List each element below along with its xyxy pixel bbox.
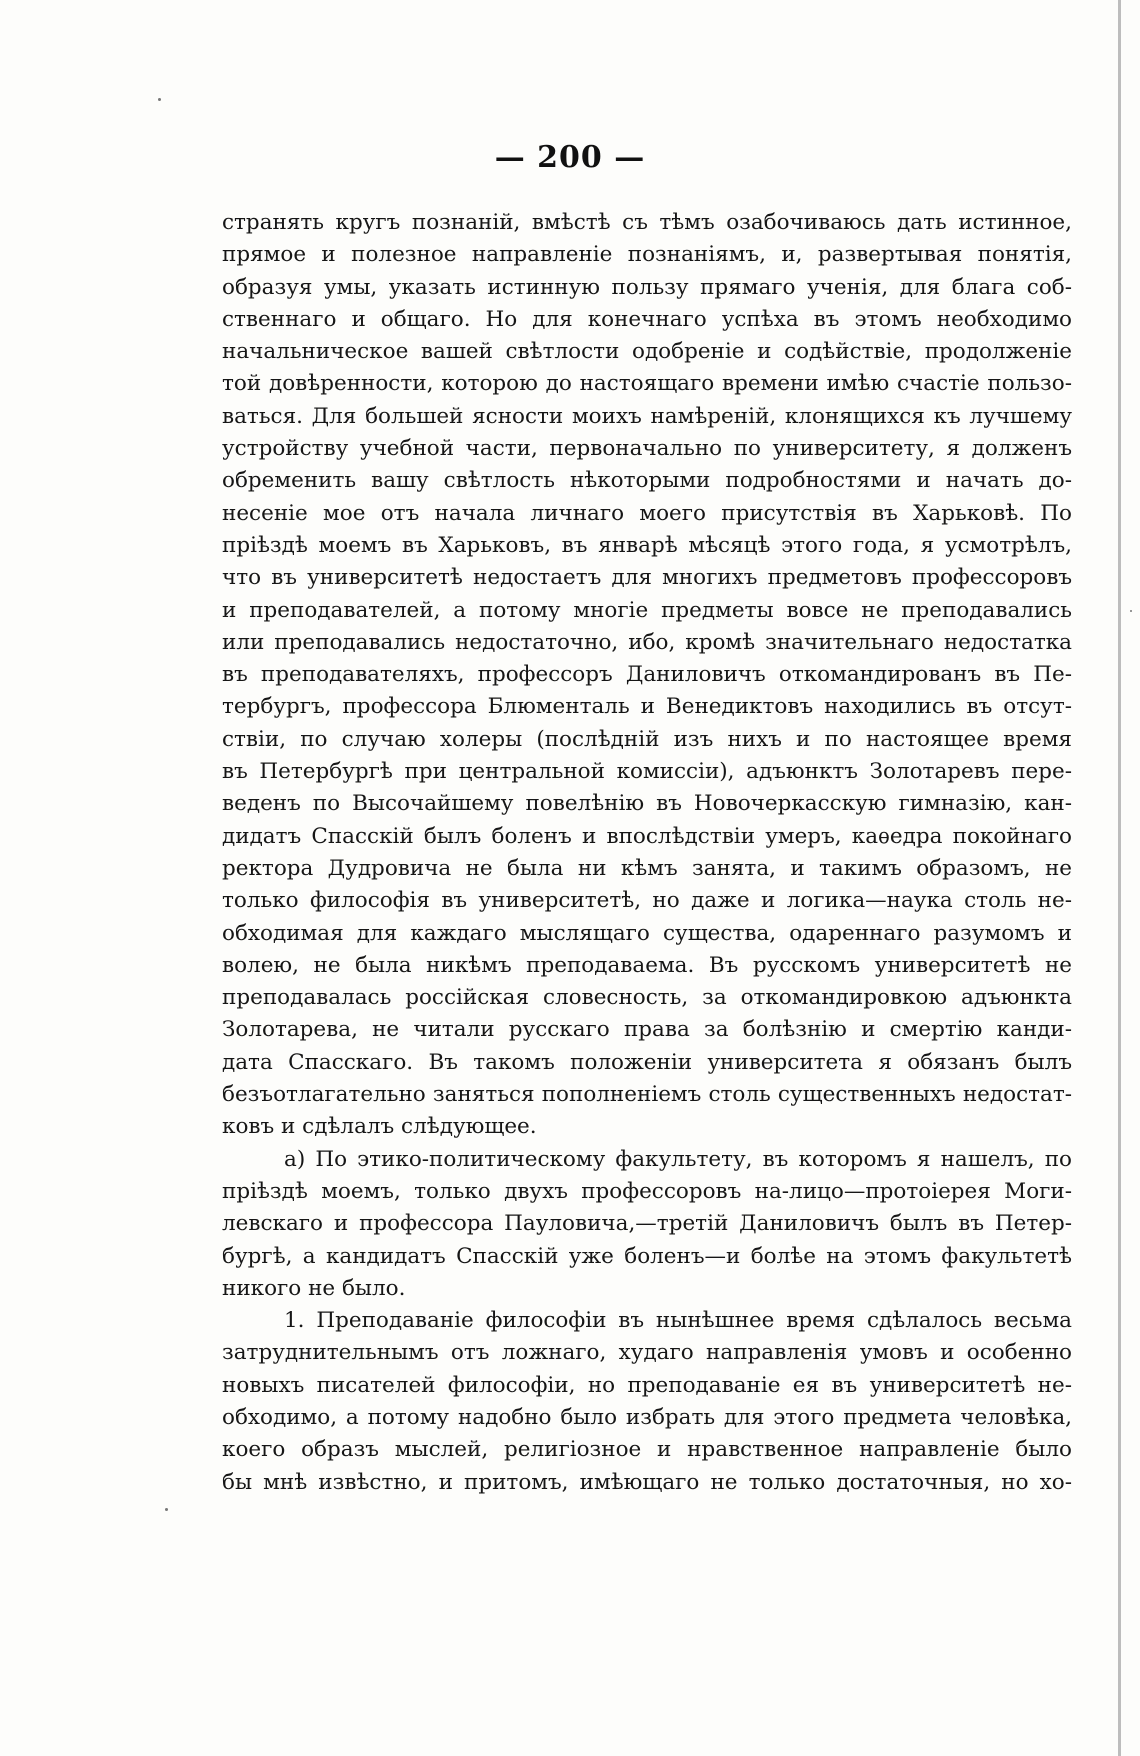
text-line: безъотлагательно заняться пополненіемъ столь существенныхъ недостат- xyxy=(222,1082,1072,1108)
scan-speck xyxy=(1130,610,1132,612)
text-line: въ Петербургѣ при центральной комиссіи), адъюнктъ Золотаревъ пере- xyxy=(222,759,1072,785)
text-line: ковъ и сдѣлалъ слѣдующее. xyxy=(222,1114,537,1140)
text-line: что въ университетѣ недостаетъ для многихъ предметовъ профессоровъ xyxy=(222,565,1072,591)
text-line: преподавалась россійская словесность, за откомандировкою адъюнкта xyxy=(222,985,1072,1011)
text-line: волею, не была никѣмъ преподаваема. Въ русскомъ университетѣ не xyxy=(222,952,1072,978)
text-line: ствіи, по случаю холеры (послѣдній изъ нихъ и по настоящее время xyxy=(222,726,1072,752)
text-line: дидатъ Спасскій былъ боленъ и впослѣдствіи умеръ, каѳедра покойнаго xyxy=(222,823,1072,849)
text-line: веденъ по Высочайшему повелѣнію въ Новочеркасскую гимназію, кан- xyxy=(222,791,1072,817)
text-line: дата Спасскаго. Въ такомъ положеніи университета я обязанъ былъ xyxy=(222,1049,1072,1075)
body-text xyxy=(222,207,1072,1499)
text-line: левскаго и профессора Пауловича,—третій Даниловичъ былъ въ Петер- xyxy=(222,1211,1072,1237)
text-line: коего образъ мыслей, религіозное и нравственное направленіе было xyxy=(222,1437,1072,1463)
text-line: тербургъ, профессора Блюменталь и Венедиктовъ находились въ отсут- xyxy=(222,694,1072,720)
text-line: пріѣздѣ моемъ, только двухъ профессоровъ на-лицо—протоіерея Моги- xyxy=(222,1178,1072,1204)
text-line: ственнаго и общаго. Но для конечнаго успѣха въ этомъ необходимо xyxy=(222,306,1072,332)
scan-speck xyxy=(165,1508,168,1511)
text-line: новыхъ писателей философіи, но преподаваніе ея въ университетѣ не- xyxy=(222,1372,1072,1398)
page-number: — 200 — xyxy=(494,140,646,175)
text-line: начальническое вашей свѣтлости одобреніе и содѣйствіе, продолженіе xyxy=(222,339,1072,365)
text-line: обходимая для каждаго мыслящаго существа, одареннаго разумомъ и xyxy=(222,920,1072,946)
text-line: ваться. Для большей ясности моихъ намѣреній, клонящихся къ лучшему xyxy=(222,403,1072,429)
text-line: ректора Дудровича не была ни кѣмъ занята, и такимъ образомъ, не xyxy=(222,855,1072,881)
text-line: въ преподавателяхъ, профессоръ Даниловичъ откомандированъ въ Пе- xyxy=(222,662,1072,688)
scan-edge-line xyxy=(1118,0,1121,1756)
text-line: Золотарева, не читали русскаго права за болѣзнію и смертію канди- xyxy=(222,1017,1072,1043)
text-line: только философія въ университетѣ, но даже и логика—наука столь не- xyxy=(222,888,1072,914)
text-line: 1. Преподаваніе философіи въ нынѣшнее время сдѣлалось весьма xyxy=(284,1308,1072,1334)
text-line: пріѣздѣ моемъ въ Харьковъ, въ январѣ мѣсяцѣ этого года, я усмотрѣлъ, xyxy=(222,532,1072,558)
scan-speck xyxy=(158,98,161,101)
text-line: или преподавались недостаточно, ибо, кромѣ значительнаго недостатка xyxy=(222,629,1072,655)
text-line: бургѣ, а кандидатъ Спасскій уже боленъ—и болѣе на этомъ факультетѣ xyxy=(222,1243,1072,1269)
text-line: обходимо, а потому надобно было избрать для этого предмета человѣка, xyxy=(222,1404,1072,1430)
text-line: и преподавателей, а потому многіе предметы вовсе не преподавались xyxy=(222,597,1072,623)
text-line: странять кругъ познаній, вмѣстѣ съ тѣмъ озабочиваюсь дать истинное, xyxy=(222,210,1072,235)
text-line: никого не было. xyxy=(222,1275,406,1301)
text-line: затруднительнымъ отъ ложнаго, худаго направленія умовъ и особенно xyxy=(222,1340,1072,1366)
text-line: обременить вашу свѣтлость нѣкоторыми подробностями и начать до- xyxy=(222,468,1072,494)
text-line: той довѣренности, которою до настоящаго времени имѣю счастіе пользо- xyxy=(222,371,1072,397)
text-line: бы мнѣ извѣстно, и притомъ, имѣющаго не только достаточныя, но хо- xyxy=(222,1469,1072,1495)
text-line: а) По этико-политическому факультету, въ которомъ я нашелъ, по xyxy=(284,1146,1072,1172)
text-line: прямое и полезное направленіе познаніямъ, и, развертывая понятія, xyxy=(222,242,1072,268)
text-line: образуя умы, указать истинную пользу прямаго ученія, для блага соб- xyxy=(222,274,1072,300)
text-line: несеніе мое отъ начала личнаго моего присутствія въ Харьковѣ. По xyxy=(222,500,1072,526)
text-line: устройству учебной части, первоначально по университету, я долженъ xyxy=(222,436,1072,462)
